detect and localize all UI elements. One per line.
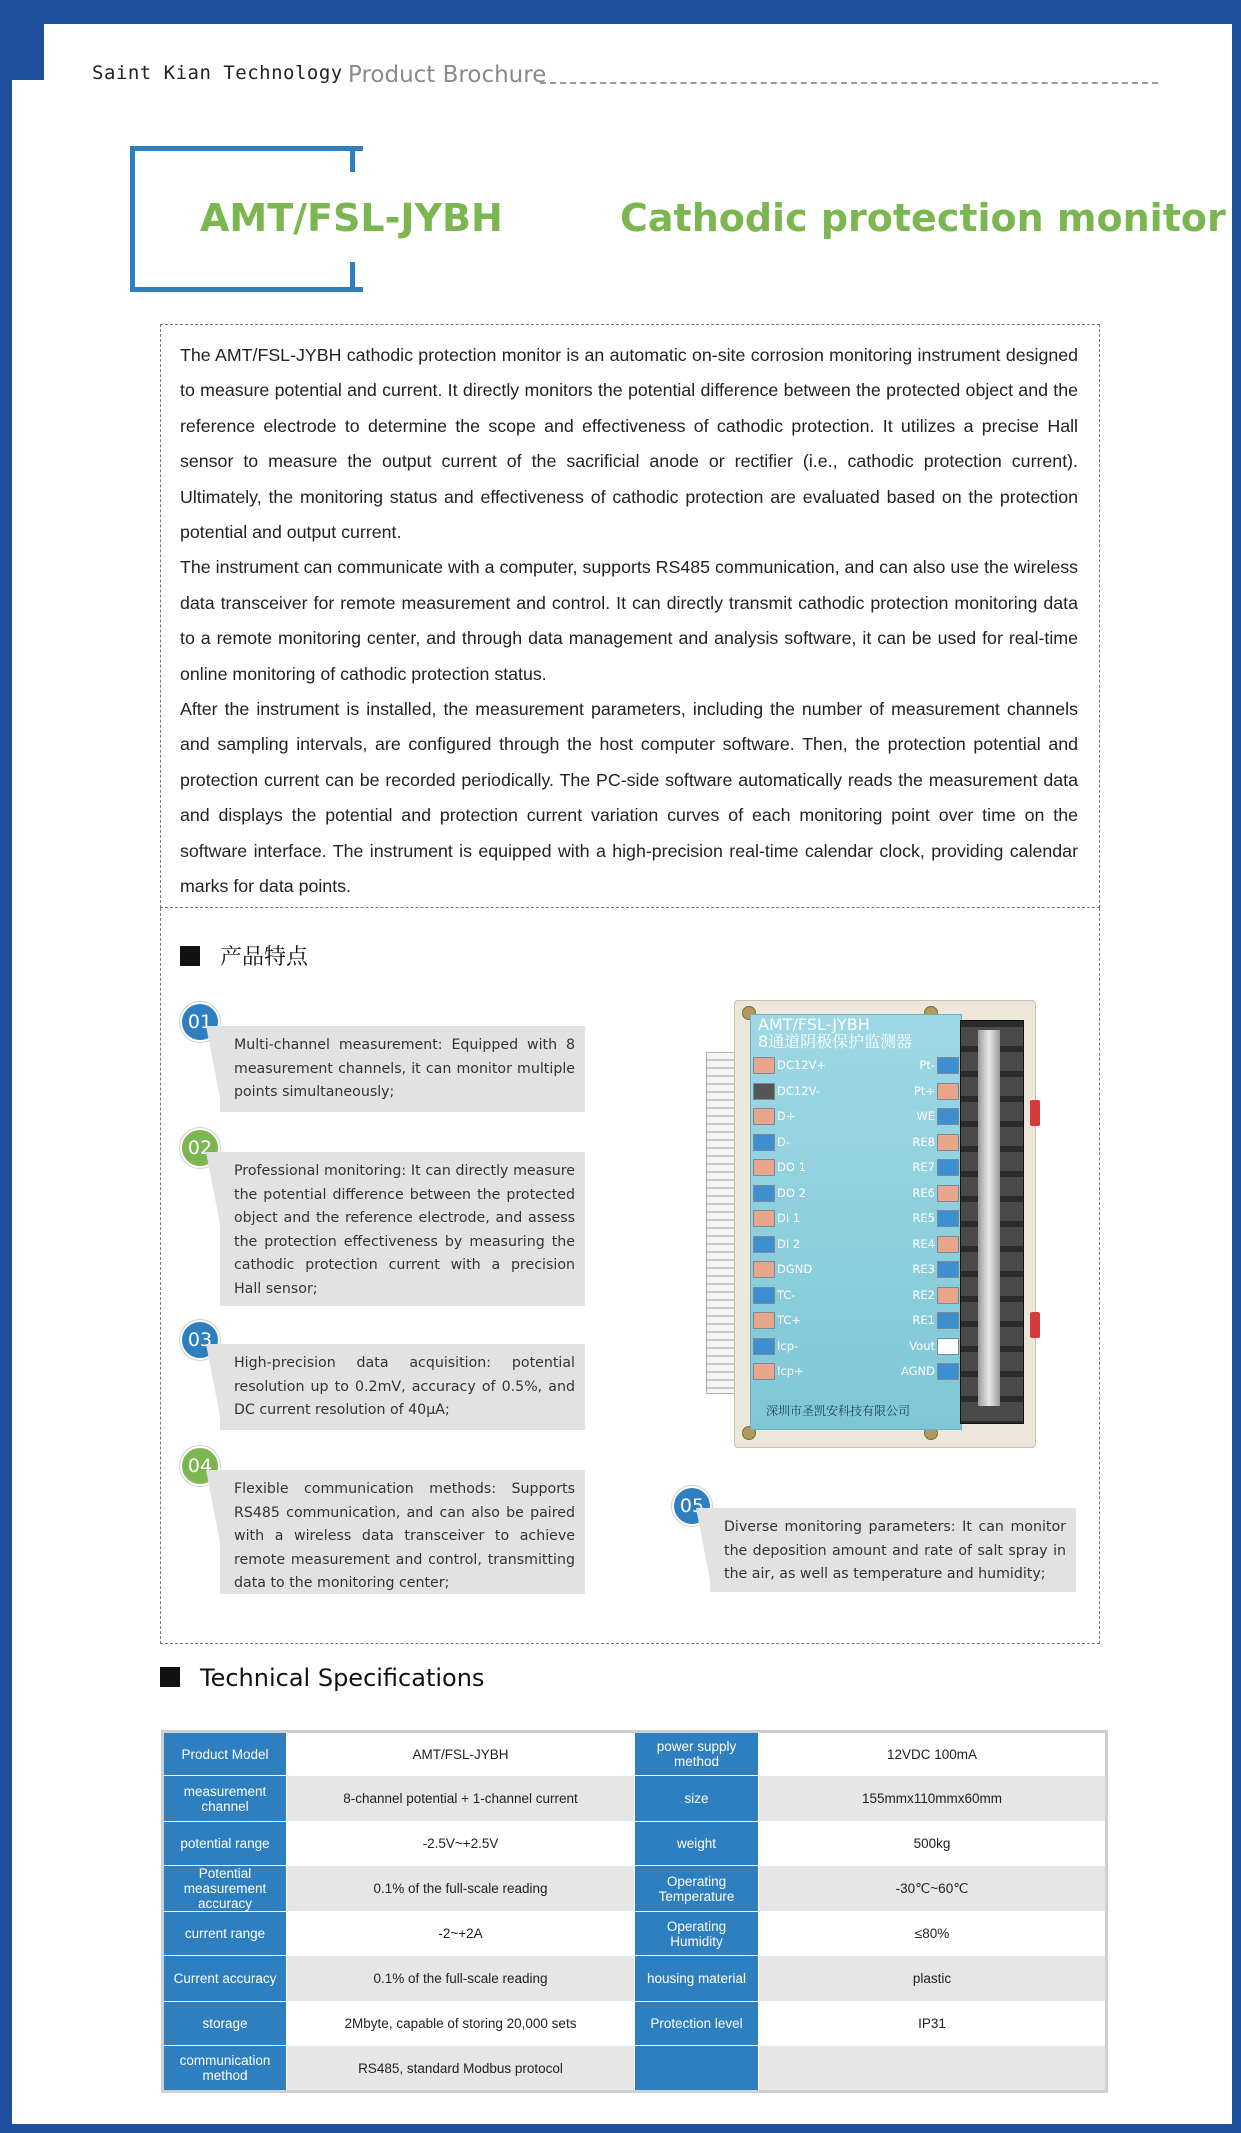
- feature-text: High-precision data acquisition: potential resolution up to 0.2mV, accuracy of 0.5%, and DC current resolution of 40μA;: [234, 1355, 575, 1418]
- spec-key: size: [635, 1776, 759, 1822]
- intro-paragraph: The instrument can communicate with a computer, supports RS485 communication, and can also use the wireless data transceiver for remote measurement and control. It can directly transmit cathodic protection monitoring data to a remote monitoring center, and through data management and analysis software, it can be used for real-time online monitoring of cathodic protection status.: [180, 557, 1078, 684]
- feature-card: [220, 1152, 585, 1306]
- intro-paragraph: The AMT/FSL-JYBH cathodic protection monitor is an automatic on-site corrosion monitoring instrument designed to measure potential and current. It directly monitors the potential difference between the protected object and the reference electrode to determine the scope and effectiveness of cathodic protection. It utilizes a precise Hall sensor to measure the output current of the sacrificial anode or rectifier (i.e., cathodic protection current). Ultimately, the monitoring status and effectiveness of cathodic protection are evaluated based on the protection potential and output current.: [180, 345, 1078, 543]
- spec-value: 500kg: [759, 1822, 1107, 1866]
- device-maker-label: 深圳市圣凯安科技有限公司: [766, 1404, 911, 1418]
- terminal-pin: [753, 1363, 775, 1380]
- terminal-label: DC12V-: [777, 1083, 820, 1098]
- terminal-label: WE: [916, 1109, 935, 1123]
- terminal-label: TC-: [777, 1287, 796, 1302]
- terminal-pin: [937, 1057, 959, 1074]
- terminal-pin: [937, 1210, 959, 1227]
- spec-value: 0.1% of the full-scale reading: [287, 1866, 635, 1912]
- spec-value: RS485, standard Modbus protocol: [287, 2046, 635, 2092]
- spec-value: plastic: [759, 1956, 1107, 2002]
- corner-notch: [12, 24, 44, 80]
- table-row: [163, 2002, 1107, 2046]
- terminal-pin: [937, 1134, 959, 1151]
- feature-text: Professional monitoring: It can directly measure the potential difference between the protected object and the reference electrode, and assess the protection effectiveness by measuring the cathodic protection current with a precision Hall sensor;: [234, 1163, 575, 1297]
- spec-key: Current accuracy: [163, 1956, 287, 2002]
- device-name-label: 8通道阴极保护监测器: [758, 1032, 913, 1051]
- spec-key: Product Model: [163, 1732, 287, 1776]
- spec-value: -2.5V~+2.5V: [287, 1822, 635, 1866]
- spec-value: 12VDC 100mA: [759, 1732, 1107, 1776]
- feature-number-badge: 05: [672, 1486, 712, 1526]
- feature-card-tail: [206, 1470, 220, 1542]
- device-front-panel: [750, 1014, 962, 1430]
- spec-key: weight: [635, 1822, 759, 1866]
- terminal-pin: [937, 1363, 959, 1380]
- terminal-pin: [753, 1083, 775, 1100]
- spec-key: Potential measurement accuracy: [163, 1866, 287, 1912]
- terminal-pin: [753, 1159, 775, 1176]
- device-illustration: [706, 1000, 1046, 1446]
- table-row: [163, 1956, 1107, 2002]
- terminal-pin: [937, 1108, 959, 1125]
- feature-card: [220, 1470, 585, 1594]
- spec-value: 2Mbyte, capable of storing 20,000 sets: [287, 2002, 635, 2046]
- feature-number-badge: 03: [180, 1320, 220, 1360]
- terminal-label: RE2: [912, 1287, 935, 1302]
- spec-value: AMT/FSL-JYBH: [287, 1732, 635, 1776]
- spec-key: power supply method: [635, 1732, 759, 1776]
- terminal-pin: [753, 1108, 775, 1125]
- terminal-label: DI 2: [777, 1236, 801, 1251]
- terminal-label: DI 1: [777, 1211, 801, 1225]
- title-frame-corner: [350, 146, 355, 172]
- brand-name: Saint Kian Technology: [92, 62, 343, 84]
- terminal-pin: [937, 1083, 959, 1100]
- terminal-label: RE1: [912, 1313, 935, 1327]
- feature-card: [220, 1026, 585, 1112]
- spec-value: ≤80%: [759, 1912, 1107, 1956]
- terminal-pin: [753, 1057, 775, 1074]
- terminal-label: RE5: [912, 1211, 935, 1225]
- terminal-label: DO 1: [777, 1160, 806, 1174]
- square-bullet-icon: [160, 1667, 180, 1687]
- terminal-pin: [937, 1185, 959, 1202]
- spec-key: Protection level: [635, 2002, 759, 2046]
- feature-number-badge: 02: [180, 1128, 220, 1168]
- terminal-label: Icp-: [777, 1338, 799, 1353]
- spec-value: -2~+2A: [287, 1912, 635, 1956]
- red-latch-icon: [1030, 1100, 1040, 1126]
- terminal-pin: [753, 1185, 775, 1202]
- terminal-label: Icp+: [777, 1364, 804, 1378]
- table-row: [163, 1866, 1107, 1912]
- spec-key: Operating Humidity: [635, 1912, 759, 1956]
- terminal-label: D-: [777, 1134, 791, 1149]
- terminal-pin: [753, 1134, 775, 1151]
- terminal-pin: [937, 1159, 959, 1176]
- features-heading-text: 产品特点: [220, 945, 309, 970]
- terminal-label: Vout: [909, 1338, 935, 1353]
- terminal-label: RE6: [912, 1185, 935, 1200]
- section-label: Product Brochure: [348, 62, 547, 88]
- terminal-label: RE7: [912, 1160, 935, 1174]
- device-model-label: AMT/FSL-JYBH: [758, 1015, 870, 1034]
- spec-value: [759, 2046, 1107, 2092]
- terminal-strip: [978, 1030, 1000, 1406]
- terminal-pin: [753, 1210, 775, 1227]
- specs-heading: [160, 1664, 484, 1692]
- terminal-pin: [937, 1261, 959, 1278]
- terminal-label: DGND: [777, 1262, 813, 1276]
- spec-key: Operating Temperature: [635, 1866, 759, 1912]
- table-row: [163, 1912, 1107, 1956]
- feature-text: Multi-channel measurement: Equipped with 8 measurement channels, it can monitor multiple points simultaneously;: [234, 1037, 575, 1100]
- terminal-pin: [753, 1236, 775, 1253]
- terminal-label: TC+: [777, 1313, 802, 1327]
- terminal-label: D+: [777, 1109, 796, 1123]
- feature-card: [710, 1508, 1076, 1592]
- feature-text: Flexible communication methods: Supports RS485 communication, and can also be paired with a wireless data transceiver to achieve remote measurement and control, transmitting data to the monitoring center;: [234, 1481, 575, 1591]
- terminal-pin: [937, 1287, 959, 1304]
- spec-key: measurement channel: [163, 1776, 287, 1822]
- feature-card-tail: [696, 1508, 710, 1580]
- model-title: AMT/FSL-JYBH: [200, 196, 503, 240]
- spec-value: -30℃~60℃: [759, 1866, 1107, 1912]
- spec-key: [635, 2046, 759, 2092]
- terminal-label: Pt+: [913, 1083, 935, 1098]
- table-row: [163, 1776, 1107, 1822]
- feature-card-tail: [206, 1026, 220, 1098]
- intro-paragraph: After the instrument is installed, the measurement parameters, including the number of measurement channels and sampling intervals, are configured through the host computer software. Then, the protection potential and protection current can be recorded periodically. The PC-side software automatically reads the measurement data and displays the potential and protection current variation curves of each monitoring point over time on the software interface. The instrument is equipped with a high-precision real-time calendar clock, providing calendar marks for data points.: [180, 699, 1078, 897]
- spec-key: housing material: [635, 1956, 759, 2002]
- table-row: [163, 1822, 1107, 1866]
- spec-value: IP31: [759, 2002, 1107, 2046]
- spec-table: [161, 1730, 1108, 2093]
- spec-value: 8-channel potential + 1-channel current: [287, 1776, 635, 1822]
- intro-text: [180, 338, 1078, 905]
- device-label: [758, 1016, 958, 1050]
- terminal-label: RE8: [912, 1134, 935, 1149]
- terminal-label: AGND: [900, 1364, 935, 1378]
- terminal-label: RE3: [912, 1262, 935, 1276]
- terminal-pin: [753, 1287, 775, 1304]
- terminal-pin: [937, 1236, 959, 1253]
- header-divider: [540, 82, 1158, 84]
- feature-number-badge: 01: [180, 1002, 220, 1042]
- terminal-pin: [937, 1338, 959, 1355]
- feature-card-tail: [206, 1344, 220, 1416]
- table-row: [163, 2046, 1107, 2092]
- terminal-label: Pt-: [919, 1058, 935, 1072]
- spec-key: storage: [163, 2002, 287, 2046]
- features-heading: [180, 940, 308, 971]
- square-bullet-icon: [180, 946, 200, 966]
- terminal-label: DC12V+: [777, 1058, 827, 1072]
- feature-card-tail: [206, 1152, 220, 1224]
- terminal-label: RE4: [912, 1236, 935, 1251]
- terminal-label: DO 2: [777, 1185, 806, 1200]
- feature-text: Diverse monitoring parameters: It can monitor the deposition amount and rate of salt spray in the air, as well as temperature and humidity;: [724, 1519, 1066, 1582]
- terminal-pin: [753, 1338, 775, 1355]
- spec-key: potential range: [163, 1822, 287, 1866]
- spec-value: 155mmx110mmx60mm: [759, 1776, 1107, 1822]
- feature-card: [220, 1344, 585, 1430]
- spec-key: communication method: [163, 2046, 287, 2092]
- specs-heading-text: Technical Specifications: [200, 1664, 485, 1692]
- terminal-pin: [753, 1312, 775, 1329]
- spec-key: current range: [163, 1912, 287, 1956]
- terminal-pin: [753, 1261, 775, 1278]
- title-frame-corner: [350, 262, 355, 287]
- terminal-pin: [937, 1312, 959, 1329]
- feature-number-badge: 04: [180, 1446, 220, 1486]
- spec-value: 0.1% of the full-scale reading: [287, 1956, 635, 2002]
- product-title: Cathodic protection monitor: [620, 196, 1226, 240]
- red-latch-icon: [1030, 1312, 1040, 1338]
- table-row: [163, 1732, 1107, 1776]
